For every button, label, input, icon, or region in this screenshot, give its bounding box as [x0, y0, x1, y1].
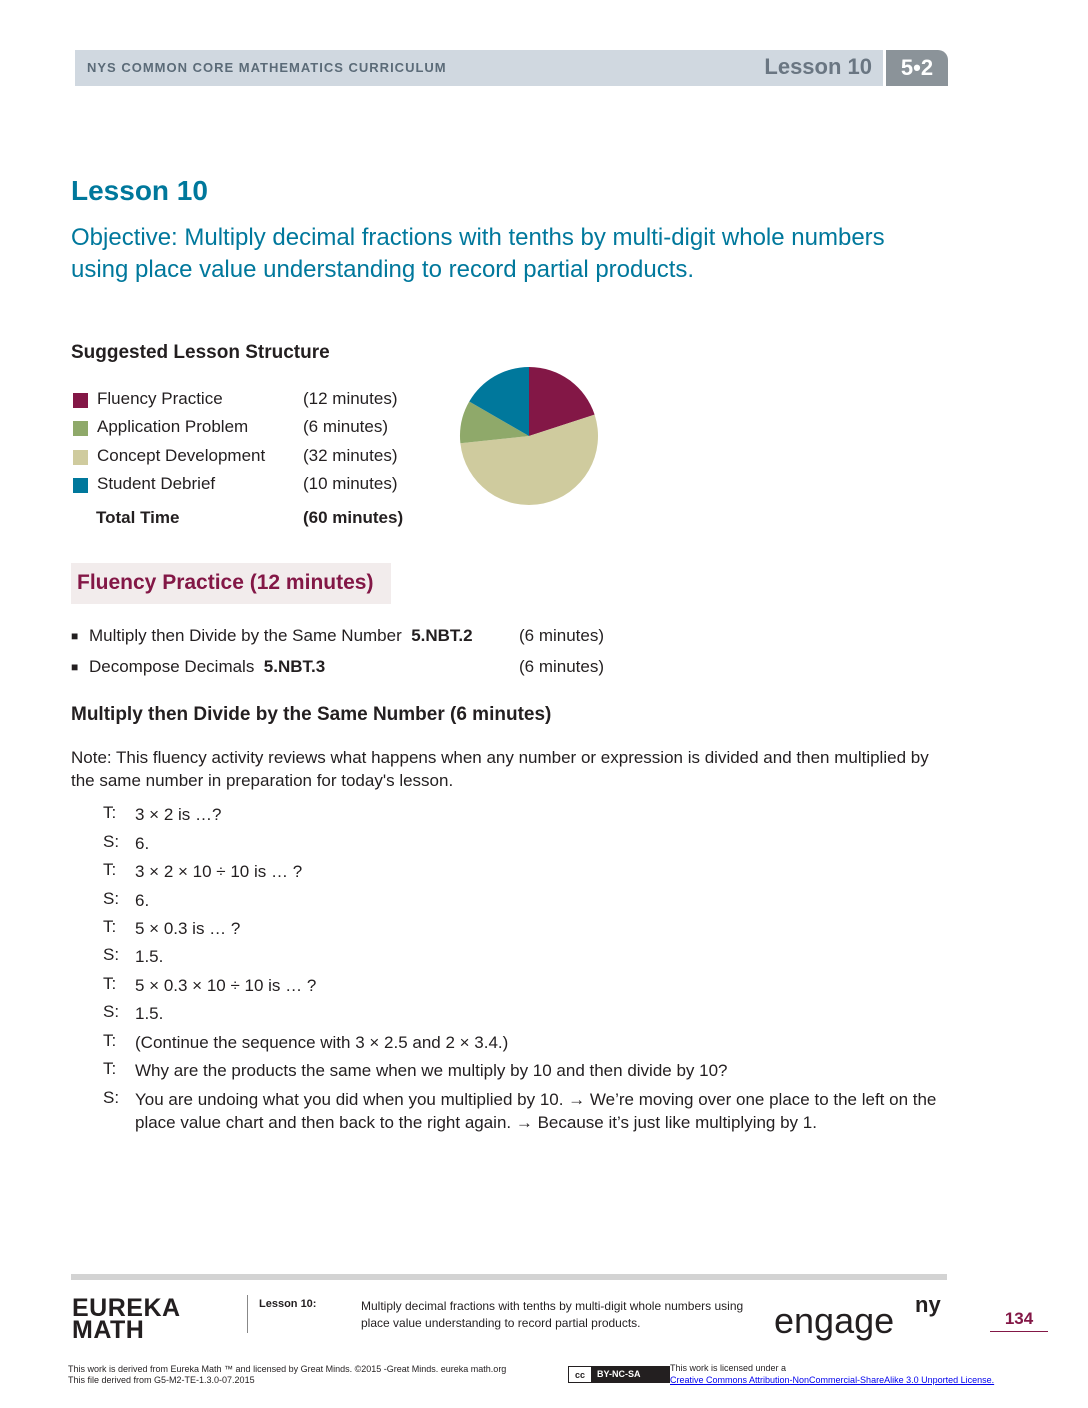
logo-line-1: EUREKA	[72, 1294, 181, 1322]
structure-item-time: (32 minutes)	[303, 446, 398, 465]
license-text	[670, 1362, 1030, 1386]
logo-line-2: MATH	[72, 1316, 145, 1344]
legend-swatch-fluency	[73, 393, 88, 408]
structure-item-label: Student Debrief	[97, 474, 216, 493]
structure-item-label: Application Problem	[97, 417, 249, 436]
fluency-item	[89, 657, 325, 677]
bullet-icon: ■	[71, 629, 79, 643]
structure-item-time: (12 minutes)	[303, 389, 398, 408]
speaker: T:	[103, 974, 117, 993]
activity-note: Note: This fluency activity reviews what happens when any number or expression is divided and then multiplied by the same number in preparation for today's lesson.	[71, 748, 929, 790]
dialogue-line: 1.5.	[135, 1004, 164, 1023]
dialogue-line: 1.5.	[135, 947, 164, 966]
activity-heading: Multiply then Divide by the Same Number (6 minutes)	[71, 704, 552, 725]
speaker: S:	[103, 945, 120, 964]
footer-lesson-label: Lesson 10:	[259, 1298, 317, 1310]
curriculum-label: NYS COMMON CORE MATHEMATICS CURRICULUM	[87, 60, 447, 75]
page-number: 134	[1004, 1309, 1034, 1328]
dialogue-line: 6.	[135, 834, 150, 853]
dialogue-line: 6.	[135, 891, 150, 910]
engageny-logo: engage	[774, 1300, 895, 1341]
dialogue-line: 3 × 2 × 10 ÷ 10 is … ?	[135, 862, 303, 881]
footer-lesson-desc: Multiply decimal fractions with tenths by multi-digit whole numbers using place value understanding to record partial products.	[361, 1299, 744, 1330]
dialogue-line: Why are the products the same when we multiply by 10 and then divide by 10?	[135, 1061, 728, 1080]
structure-item-time: (6 minutes)	[303, 417, 389, 436]
footer-divider	[247, 1295, 248, 1333]
fluency-item-time: (6 minutes)	[519, 626, 605, 645]
dialogue-line: 3 × 2 is …?	[135, 805, 222, 824]
structure-heading: Suggested Lesson Structure	[71, 342, 330, 363]
legal-line-2: This file derived from G5-M2-TE-1.3.0-07.2015	[68, 1375, 255, 1385]
legal-text	[68, 1364, 548, 1386]
engageny-logo-ny: ny	[915, 1292, 941, 1317]
legend-swatch-concept	[73, 450, 88, 465]
objective: Objective: Multiply decimal fractions with tenths by multi-digit whole numbers using place value understanding to record partial products.	[71, 224, 885, 283]
speaker: T:	[103, 1031, 117, 1050]
speaker: S:	[103, 832, 120, 851]
legend-swatch-application	[73, 421, 88, 436]
dialogue-line: You are undoing what you did when you multiplied by 10. → We’re moving over one place to the left on the place value chart and then back to the right again. → Because it’s just like multiplying by 1.	[135, 1090, 937, 1132]
module-badge: 5•2	[886, 50, 948, 86]
speaker: T:	[103, 860, 117, 879]
dialogue-line: 5 × 0.3 is … ?	[135, 919, 241, 938]
speaker: S:	[103, 1088, 120, 1107]
structure-item-label: Fluency Practice	[97, 389, 223, 408]
bullet-icon: ■	[71, 660, 79, 674]
structure-item-label: Concept Development	[97, 446, 266, 465]
structure-item-time: (10 minutes)	[303, 474, 398, 493]
fluency-item-code: 5.NBT.2	[411, 626, 473, 645]
license-link[interactable]: Creative Commons Attribution-NonCommercial-ShareAlike 3.0 Unported License.	[670, 1375, 995, 1385]
cc-icon: cc	[569, 1367, 591, 1382]
dialogue-line: 5 × 0.3 × 10 ÷ 10 is … ?	[135, 976, 317, 995]
page-number-rule	[990, 1331, 1048, 1332]
fluency-item-code: 5.NBT.3	[263, 657, 326, 676]
fluency-heading: Fluency Practice (12 minutes)	[77, 571, 374, 594]
legend-swatch-debrief	[73, 478, 88, 493]
dialogue-line: (Continue the sequence with 3 × 2.5 and 2 × 3.4.)	[135, 1033, 509, 1052]
speaker: T:	[103, 1059, 117, 1078]
lesson-structure-pie-chart	[455, 362, 603, 510]
fluency-item-time: (6 minutes)	[519, 657, 605, 676]
total-time: (60 minutes)	[303, 508, 404, 527]
header-lesson: Lesson 10	[764, 54, 872, 79]
eureka-math-logo	[72, 1294, 181, 1344]
fluency-item-label: Multiply then Divide by the Same Number	[89, 626, 402, 645]
page-title: Lesson 10	[71, 175, 208, 206]
total-label: Total Time	[96, 508, 180, 527]
legal-line-1: This work is derived from Eureka Math ™ and licensed by Great Minds. ©2015 -Great Minds. eureka math.org	[68, 1364, 507, 1374]
license-prefix: This work is licensed under a	[670, 1363, 787, 1373]
speaker: T:	[103, 917, 117, 936]
fluency-item	[89, 626, 473, 646]
cc-license-badge[interactable]	[568, 1366, 670, 1383]
cc-label: BY-NC-SA	[591, 1367, 669, 1382]
speaker: S:	[103, 889, 120, 908]
speaker: S:	[103, 1002, 120, 1021]
fluency-item-label: Decompose Decimals	[89, 657, 255, 676]
speaker: T:	[103, 803, 117, 822]
footer-rule	[71, 1274, 947, 1280]
